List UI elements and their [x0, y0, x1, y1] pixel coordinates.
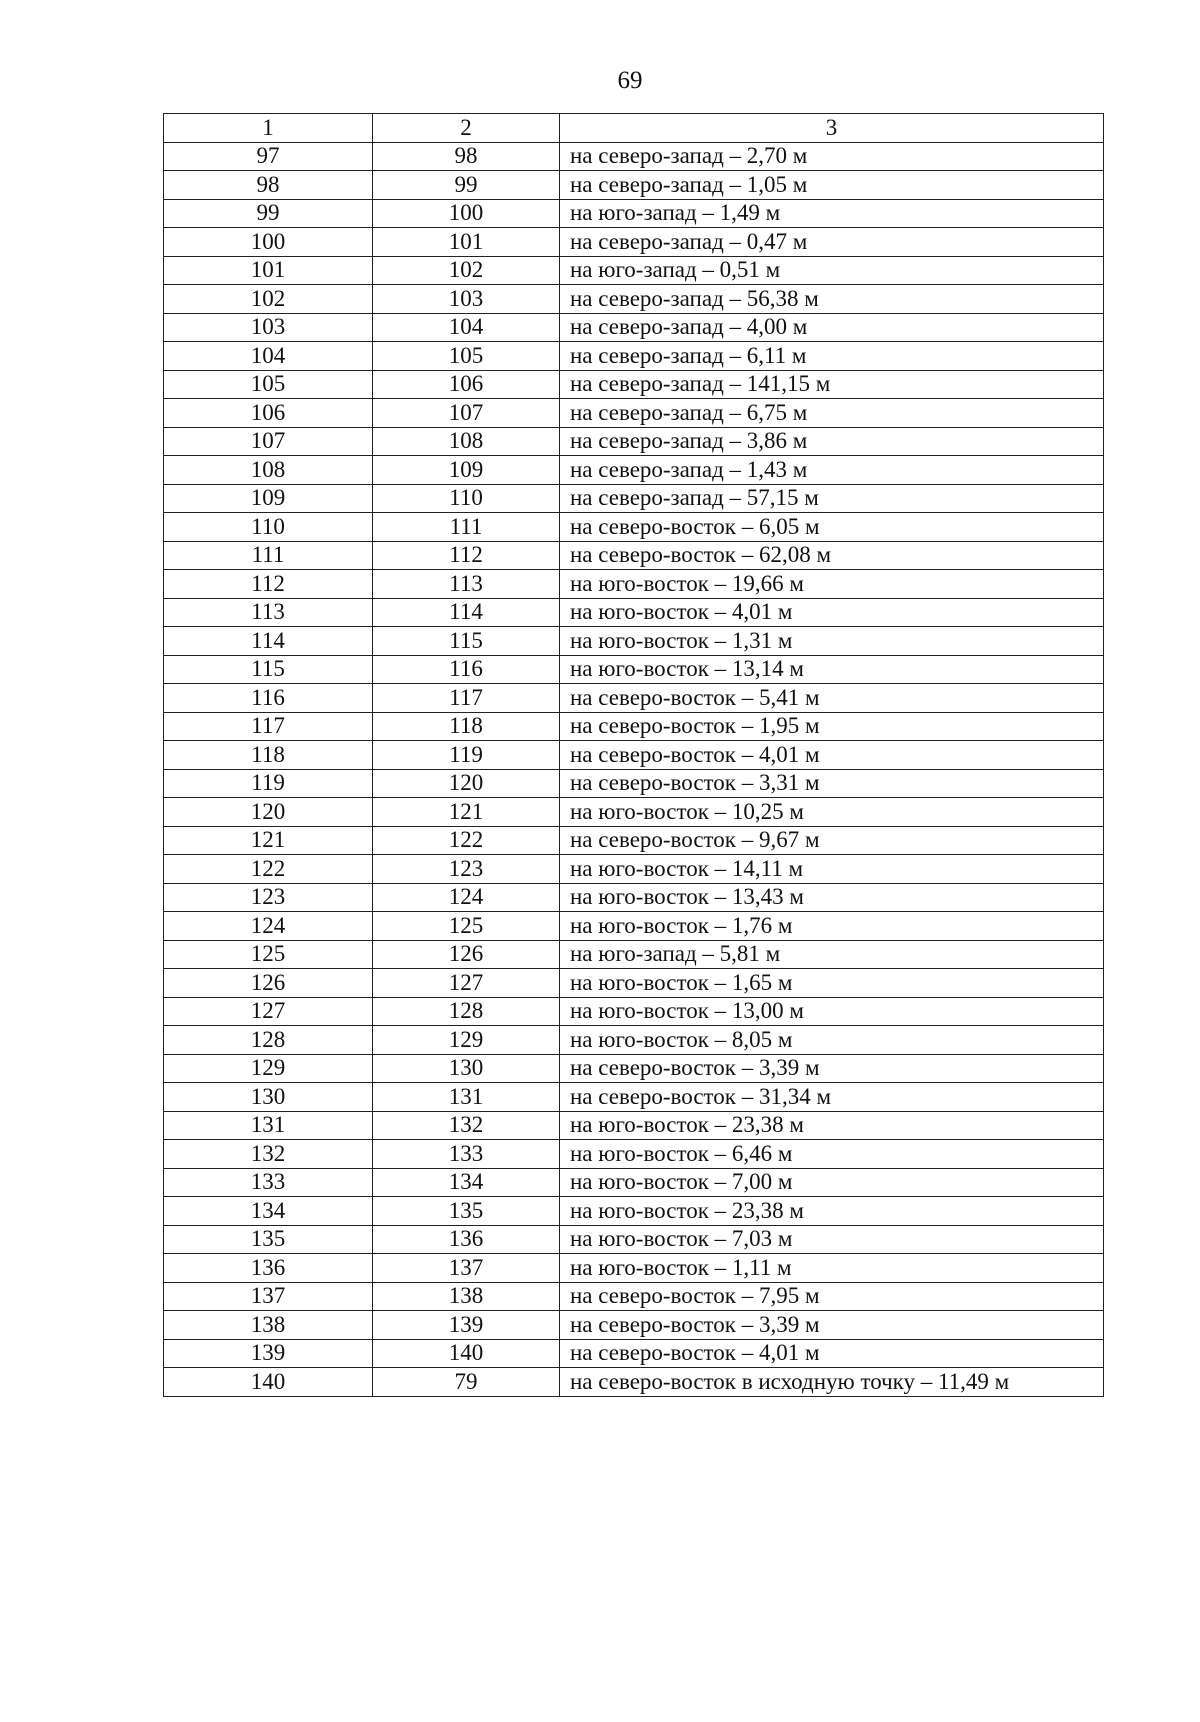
table-row: [164, 342, 1104, 371]
table-row: [164, 798, 1104, 827]
direction-distance-cell: на юго-восток – 19,66 м: [560, 570, 1104, 599]
from-point-cell: 127: [164, 997, 373, 1026]
to-point-cell: 101: [373, 228, 560, 257]
direction-distance-cell: на юго-восток – 13,00 м: [560, 997, 1104, 1026]
table-row: [164, 684, 1104, 713]
to-point-cell: 133: [373, 1140, 560, 1169]
to-point-cell: 132: [373, 1111, 560, 1140]
from-point-cell: 97: [164, 142, 373, 171]
to-point-cell: 98: [373, 142, 560, 171]
direction-distance-cell: на юго-запад – 5,81 м: [560, 940, 1104, 969]
to-point-cell: 127: [373, 969, 560, 998]
direction-distance-cell: на юго-восток – 6,46 м: [560, 1140, 1104, 1169]
to-point-cell: 108: [373, 427, 560, 456]
table-row: [164, 627, 1104, 656]
direction-distance-cell: на юго-восток – 1,31 м: [560, 627, 1104, 656]
to-point-cell: 104: [373, 313, 560, 342]
from-point-cell: 126: [164, 969, 373, 998]
direction-distance-cell: на юго-восток – 8,05 м: [560, 1026, 1104, 1055]
to-point-cell: 120: [373, 769, 560, 798]
direction-distance-cell: на северо-восток – 5,41 м: [560, 684, 1104, 713]
table-row: [164, 1140, 1104, 1169]
direction-distance-cell: на юго-восток – 7,00 м: [560, 1168, 1104, 1197]
direction-distance-cell: на северо-запад – 1,05 м: [560, 171, 1104, 200]
to-point-cell: 100: [373, 199, 560, 228]
to-point-cell: 105: [373, 342, 560, 371]
boundary-points-table: [163, 113, 1104, 1397]
from-point-cell: 123: [164, 883, 373, 912]
to-point-cell: 109: [373, 456, 560, 485]
table-row: [164, 883, 1104, 912]
direction-distance-cell: на северо-восток – 62,08 м: [560, 541, 1104, 570]
from-point-cell: 112: [164, 570, 373, 599]
to-point-cell: 129: [373, 1026, 560, 1055]
from-point-cell: 117: [164, 712, 373, 741]
direction-distance-cell: на юго-восток – 7,03 м: [560, 1225, 1104, 1254]
from-point-cell: 131: [164, 1111, 373, 1140]
table-row: [164, 570, 1104, 599]
table-row: [164, 1311, 1104, 1340]
from-point-cell: 118: [164, 741, 373, 770]
table-row: [164, 285, 1104, 314]
to-point-cell: 140: [373, 1339, 560, 1368]
direction-distance-cell: на северо-восток – 31,34 м: [560, 1083, 1104, 1112]
to-point-cell: 137: [373, 1254, 560, 1283]
table-row: [164, 912, 1104, 941]
table-row: [164, 513, 1104, 542]
to-point-cell: 124: [373, 883, 560, 912]
from-point-cell: 109: [164, 484, 373, 513]
direction-distance-cell: на северо-восток – 4,01 м: [560, 741, 1104, 770]
from-point-cell: 133: [164, 1168, 373, 1197]
direction-distance-cell: на северо-восток – 3,31 м: [560, 769, 1104, 798]
from-point-cell: 108: [164, 456, 373, 485]
from-point-cell: 137: [164, 1282, 373, 1311]
to-point-cell: 136: [373, 1225, 560, 1254]
direction-distance-cell: на северо-восток – 7,95 м: [560, 1282, 1104, 1311]
to-point-cell: 138: [373, 1282, 560, 1311]
to-point-cell: 114: [373, 598, 560, 627]
direction-distance-cell: на северо-восток – 3,39 м: [560, 1311, 1104, 1340]
direction-distance-cell: на юго-восток – 1,11 м: [560, 1254, 1104, 1283]
to-point-cell: 126: [373, 940, 560, 969]
table-row: [164, 1225, 1104, 1254]
to-point-cell: 102: [373, 256, 560, 285]
direction-distance-cell: на юго-восток – 4,01 м: [560, 598, 1104, 627]
direction-distance-cell: на юго-восток – 14,11 м: [560, 855, 1104, 884]
from-point-cell: 105: [164, 370, 373, 399]
from-point-cell: 120: [164, 798, 373, 827]
table-row: [164, 456, 1104, 485]
direction-distance-cell: на юго-восток – 10,25 м: [560, 798, 1104, 827]
from-point-cell: 114: [164, 627, 373, 656]
direction-distance-cell: на северо-запад – 1,43 м: [560, 456, 1104, 485]
table-row: [164, 997, 1104, 1026]
table-row: [164, 1168, 1104, 1197]
table-row: [164, 427, 1104, 456]
direction-distance-cell: на юго-восток – 13,43 м: [560, 883, 1104, 912]
direction-distance-cell: на северо-запад – 57,15 м: [560, 484, 1104, 513]
to-point-cell: 122: [373, 826, 560, 855]
from-point-cell: 111: [164, 541, 373, 570]
to-point-cell: 115: [373, 627, 560, 656]
table-row: [164, 741, 1104, 770]
table-row: [164, 1368, 1104, 1397]
from-point-cell: 106: [164, 399, 373, 428]
from-point-cell: 128: [164, 1026, 373, 1055]
from-point-cell: 125: [164, 940, 373, 969]
table-row: [164, 1054, 1104, 1083]
from-point-cell: 135: [164, 1225, 373, 1254]
direction-distance-cell: на северо-запад – 56,38 м: [560, 285, 1104, 314]
to-point-cell: 79: [373, 1368, 560, 1397]
from-point-cell: 119: [164, 769, 373, 798]
table-row: [164, 940, 1104, 969]
table-row: [164, 1026, 1104, 1055]
to-point-cell: 107: [373, 399, 560, 428]
table-row: [164, 1111, 1104, 1140]
table-row: [164, 1282, 1104, 1311]
direction-distance-cell: на северо-запад – 0,47 м: [560, 228, 1104, 257]
from-point-cell: 113: [164, 598, 373, 627]
direction-distance-cell: на северо-восток в исходную точку – 11,49 м: [560, 1368, 1104, 1397]
table-row: [164, 399, 1104, 428]
from-point-cell: 103: [164, 313, 373, 342]
direction-distance-cell: на северо-восток – 6,05 м: [560, 513, 1104, 542]
direction-distance-cell: на северо-запад – 2,70 м: [560, 142, 1104, 171]
from-point-cell: 115: [164, 655, 373, 684]
table-row: [164, 142, 1104, 171]
direction-distance-cell: на юго-восток – 1,76 м: [560, 912, 1104, 941]
from-point-cell: 138: [164, 1311, 373, 1340]
from-point-cell: 104: [164, 342, 373, 371]
from-point-cell: 129: [164, 1054, 373, 1083]
table-row: [164, 1339, 1104, 1368]
from-point-cell: 110: [164, 513, 373, 542]
direction-distance-cell: на юго-запад – 0,51 м: [560, 256, 1104, 285]
table-row: [164, 228, 1104, 257]
to-point-cell: 110: [373, 484, 560, 513]
to-point-cell: 118: [373, 712, 560, 741]
from-point-cell: 102: [164, 285, 373, 314]
from-point-cell: 98: [164, 171, 373, 200]
table-row: [164, 969, 1104, 998]
table-row: [164, 199, 1104, 228]
from-point-cell: 132: [164, 1140, 373, 1169]
direction-distance-cell: на юго-восток – 23,38 м: [560, 1111, 1104, 1140]
from-point-cell: 134: [164, 1197, 373, 1226]
to-point-cell: 119: [373, 741, 560, 770]
to-point-cell: 125: [373, 912, 560, 941]
column-header-1: 1: [164, 114, 373, 143]
direction-distance-cell: на северо-восток – 9,67 м: [560, 826, 1104, 855]
to-point-cell: 131: [373, 1083, 560, 1112]
from-point-cell: 122: [164, 855, 373, 884]
table-row: [164, 313, 1104, 342]
from-point-cell: 140: [164, 1368, 373, 1397]
table-row: [164, 256, 1104, 285]
column-header-2: 2: [373, 114, 560, 143]
direction-distance-cell: на юго-восток – 23,38 м: [560, 1197, 1104, 1226]
to-point-cell: 123: [373, 855, 560, 884]
to-point-cell: 116: [373, 655, 560, 684]
table-row: [164, 1083, 1104, 1112]
to-point-cell: 103: [373, 285, 560, 314]
page-number: 69: [617, 67, 643, 94]
table-row: [164, 769, 1104, 798]
from-point-cell: 101: [164, 256, 373, 285]
direction-distance-cell: на северо-запад – 3,86 м: [560, 427, 1104, 456]
direction-distance-cell: на северо-запад – 6,75 м: [560, 399, 1104, 428]
table-row: [164, 855, 1104, 884]
direction-distance-cell: на юго-запад – 1,49 м: [560, 199, 1104, 228]
to-point-cell: 130: [373, 1054, 560, 1083]
direction-distance-cell: на северо-восток – 3,39 м: [560, 1054, 1104, 1083]
from-point-cell: 121: [164, 826, 373, 855]
table-row: [164, 370, 1104, 399]
from-point-cell: 116: [164, 684, 373, 713]
table-row: [164, 541, 1104, 570]
from-point-cell: 99: [164, 199, 373, 228]
table-row: [164, 1197, 1104, 1226]
to-point-cell: 134: [373, 1168, 560, 1197]
table-row: [164, 655, 1104, 684]
to-point-cell: 99: [373, 171, 560, 200]
table-header-row: [164, 114, 1104, 143]
to-point-cell: 135: [373, 1197, 560, 1226]
direction-distance-cell: на юго-восток – 1,65 м: [560, 969, 1104, 998]
from-point-cell: 136: [164, 1254, 373, 1283]
from-point-cell: 139: [164, 1339, 373, 1368]
table-row: [164, 598, 1104, 627]
direction-distance-cell: на северо-запад – 141,15 м: [560, 370, 1104, 399]
direction-distance-cell: на северо-запад – 6,11 м: [560, 342, 1104, 371]
to-point-cell: 106: [373, 370, 560, 399]
direction-distance-cell: на северо-запад – 4,00 м: [560, 313, 1104, 342]
to-point-cell: 117: [373, 684, 560, 713]
table-row: [164, 712, 1104, 741]
from-point-cell: 100: [164, 228, 373, 257]
from-point-cell: 107: [164, 427, 373, 456]
to-point-cell: 112: [373, 541, 560, 570]
to-point-cell: 121: [373, 798, 560, 827]
direction-distance-cell: на северо-восток – 4,01 м: [560, 1339, 1104, 1368]
to-point-cell: 139: [373, 1311, 560, 1340]
to-point-cell: 111: [373, 513, 560, 542]
to-point-cell: 128: [373, 997, 560, 1026]
table-row: [164, 484, 1104, 513]
column-header-3: 3: [560, 114, 1104, 143]
direction-distance-cell: на юго-восток – 13,14 м: [560, 655, 1104, 684]
table-row: [164, 1254, 1104, 1283]
direction-distance-cell: на северо-восток – 1,95 м: [560, 712, 1104, 741]
from-point-cell: 130: [164, 1083, 373, 1112]
table-body: [164, 142, 1104, 1396]
table-row: [164, 826, 1104, 855]
table-row: [164, 171, 1104, 200]
to-point-cell: 113: [373, 570, 560, 599]
from-point-cell: 124: [164, 912, 373, 941]
